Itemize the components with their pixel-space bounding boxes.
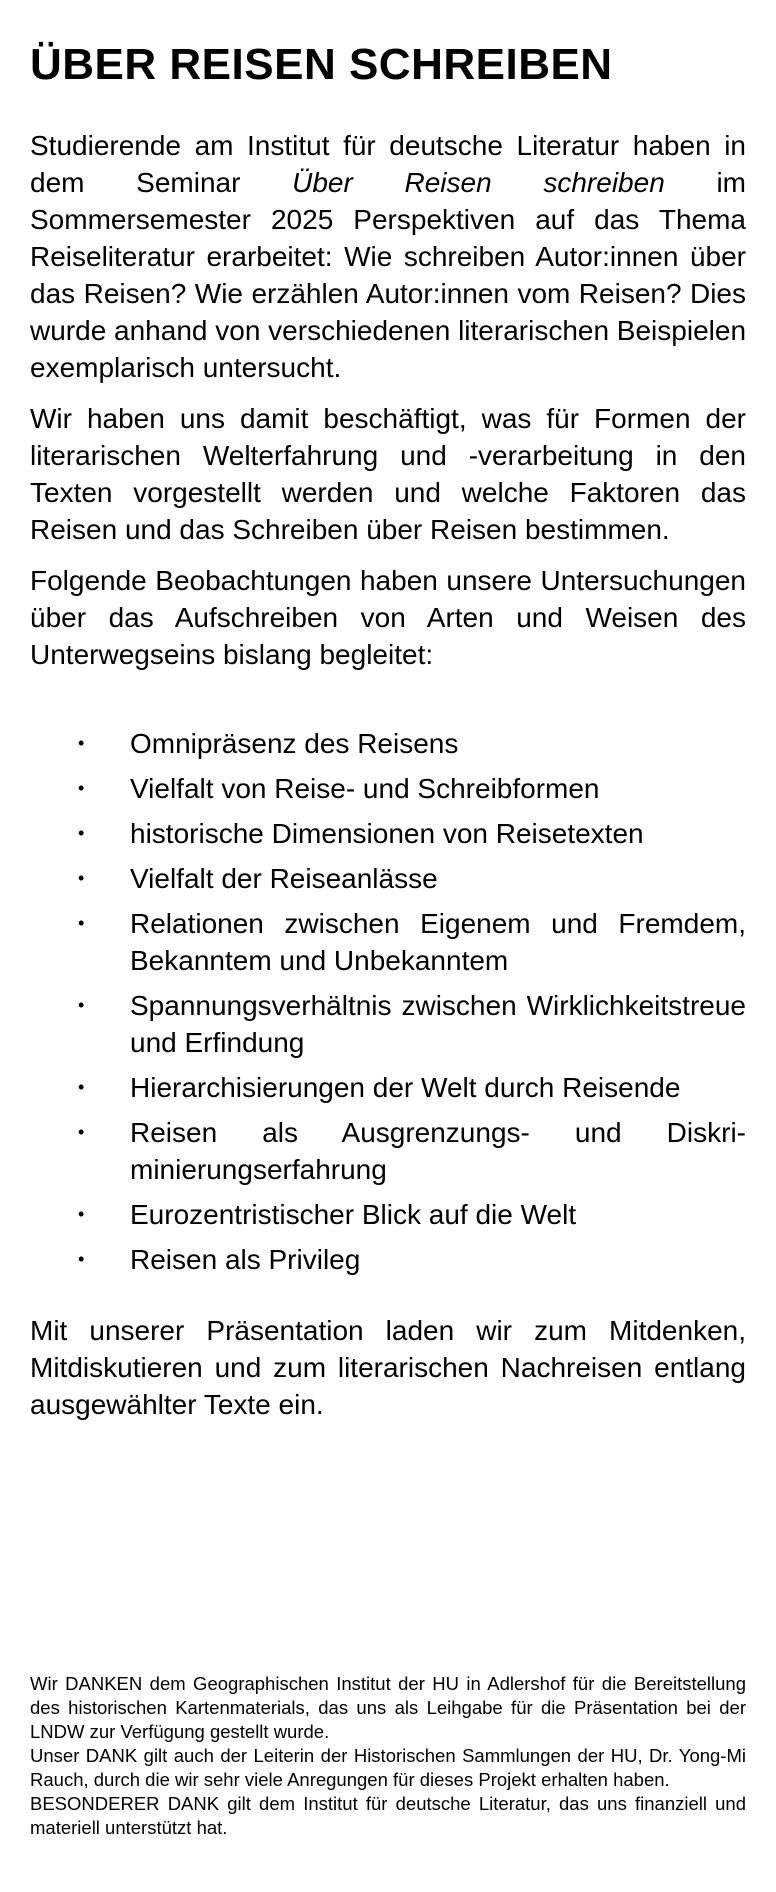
bullet-icon: • — [78, 823, 85, 843]
acknowledgement-collections: Unser DANK gilt auch der Leiterin der Historischen Sammlungen der HU, Dr. Yong-Mi Rauch, durch die wir sehr viele Anregungen für dieses Projekt erhalten haben. — [30, 1745, 746, 1790]
list-item-text: Eurozentristischer Blick auf die Welt — [130, 1199, 577, 1230]
observations-list — [30, 725, 746, 1278]
closing-paragraph: Mit unserer Präsentation laden wir zum Mitdenken, Mitdiskutieren und zum literarischen Nachreisen entlang ausgewählter Texte ein. — [30, 1315, 746, 1420]
list-item — [30, 905, 746, 979]
list-item-text: Relationen zwischen Eigenem und Fremdem, Bekanntem und Unbekanntem — [130, 908, 746, 976]
list-item — [30, 1241, 746, 1278]
bullet-icon: • — [78, 1077, 85, 1097]
intro-text-after: im Sommersemester 2025 Perspektiven auf das Thema Reiseliteratur erarbeitet: Wie schreiben Autor:innen über das Reisen? Wie erzählen Autor:innen vom Reisen? Dies wurde anhand von verschiedenen literarischen Beispielen exemplarisch untersucht. — [30, 167, 747, 383]
bullet-icon: • — [78, 868, 85, 888]
list-item-text: Reisen als Ausgrenzungs- und Diskriminierungserfahrung — [130, 1117, 746, 1185]
list-item — [30, 860, 746, 897]
intro-text-before: Studierende am Institut für deutsche Literatur haben in dem Seminar — [30, 130, 746, 198]
list-item-text: Hierarchisierungen der Welt durch Reisende — [130, 1072, 681, 1103]
bullet-icon: • — [78, 1249, 85, 1269]
bullet-icon: • — [78, 778, 85, 798]
list-item — [30, 815, 746, 852]
list-item — [30, 1069, 746, 1106]
bullet-icon: • — [78, 1204, 85, 1224]
document-page — [30, 0, 747, 1838]
page-title: ÜBER REISEN SCHREIBEN — [30, 40, 613, 89]
acknowledgement-institute: BESONDERER DANK gilt dem Institut für deutsche Literatur, das uns finanziell und materiell unterstützt hat. — [30, 1793, 746, 1838]
seminar-title: Über Reisen schreiben — [292, 167, 665, 198]
list-item — [30, 1114, 746, 1188]
acknowledgements — [30, 1672, 746, 1840]
acknowledgement-geography: Wir DANKEN dem Geographischen Institut der HU in Adlershof für die Bereitstellung des historischen Kartenmaterials, das uns als Leihgabe für die Präsentation bei der LNDW zur Verfügung gestellt wurde. — [30, 1673, 746, 1742]
list-item-text: Vielfalt der Reiseanlässe — [130, 863, 438, 894]
bullet-icon: • — [78, 995, 85, 1015]
list-item-text: historische Dimensionen von Reisetexten — [130, 818, 644, 849]
list-item-text: Vielfalt von Reise- und Schreibformen — [130, 773, 600, 804]
list-item — [30, 770, 746, 807]
bullet-icon: • — [78, 733, 85, 753]
list-item — [30, 1196, 746, 1233]
list-item-text: Spannungsverhältnis zwischen Wirklichkeitstreue und Erfindung — [130, 990, 746, 1058]
methods-paragraph: Wir haben uns damit beschäftigt, was für Formen der literarischen Welterfahrung und -verarbeitung in den Texten vorgestellt werden und welche Faktoren das Reisen und das Schreiben über Reisen bestimmen. — [30, 403, 746, 545]
intro-paragraph — [30, 127, 746, 386]
list-item-text: Reisen als Privileg — [130, 1244, 361, 1275]
list-item — [30, 987, 746, 1061]
bullet-icon: • — [78, 1122, 85, 1142]
observations-intro-paragraph: Folgende Beobachtungen haben unsere Untersuchungen über das Aufschreiben von Arten und Weisen des Unterwegseins bislang begleitet: — [30, 565, 746, 670]
bullet-icon: • — [78, 913, 85, 933]
list-item-text: Omnipräsenz des Reisens — [130, 728, 459, 759]
list-item — [30, 725, 746, 762]
